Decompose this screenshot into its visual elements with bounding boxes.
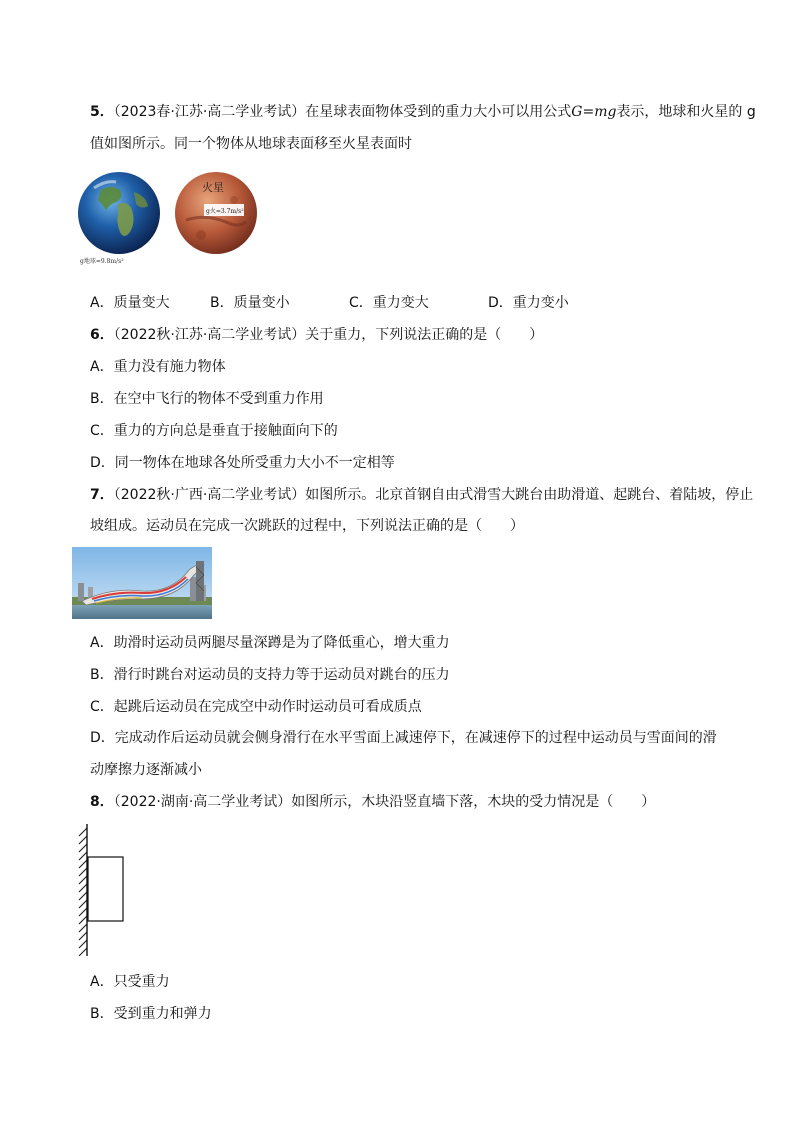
q5-option-b: B．质量变小 [210,295,290,311]
question-stem: 表示，地球和火星的 g [616,104,756,120]
q7-option-d-continued: 动摩擦力逐渐减小 [90,762,202,778]
mars-title: 火星 [202,181,224,194]
wooden-block [88,857,123,921]
formula: G=mg [571,104,617,120]
question-stem: 如图所示，木块沿竖直墙下落，木块的受力情况是（ ） [291,794,656,810]
question-5-stem-line1 [90,102,756,122]
question-source: （2023春·江苏·高二学业考试） [113,104,306,120]
q7-option-d: D．完成动作后运动员就会侧身滑行在水平雪面上减速停下，在减速停下的过程中运动员与雪面间的滑 [90,730,717,746]
earth-mars-illustration [76,170,266,270]
question-source: （2022秋·广西·高二学业考试） [113,487,306,503]
earth-icon [78,172,160,254]
question-stem: 在星球表面物体受到的重力大小可以用公式 [305,104,572,120]
question-number: 7． [90,487,114,503]
q7-option-c: C．起跳后运动员在完成空中动作时运动员可看成质点 [90,699,422,715]
ski-jump-photo [72,547,212,619]
question-number: 5． [90,104,114,120]
question-stem: 如图所示。北京首钢自由式滑雪大跳台由助滑道、起跳台、着陆坡，停止 [305,487,754,503]
q6-option-b: B．在空中飞行的物体不受到重力作用 [90,391,324,407]
earth-mars-figure [76,170,266,270]
question-6-stem [90,325,543,345]
q8-option-a: A．只受重力 [90,974,170,990]
q5-option-a: A．质量变大 [90,295,170,311]
q6-option-a: A．重力没有施力物体 [90,359,226,375]
question-stem: 关于重力，下列说法正确的是（ ） [305,327,544,343]
question-number: 6． [90,327,114,343]
q7-option-a: A．助滑时运动员两腿尽量深蹲是为了降低重心，增大重力 [90,635,450,651]
q6-option-c: C．重力的方向总是垂直于接触面向下的 [90,423,338,439]
q5-option-c: C．重力变大 [349,295,429,311]
q8-option-b: B．受到重力和弹力 [90,1006,212,1022]
question-number: 8． [90,794,114,810]
question-7-stem-line1 [90,485,753,505]
question-5-stem-line2: 值如图所示。同一个物体从地球表面移至火星表面时 [90,136,412,152]
question-source: （2022·湖南·高二学业考试） [113,794,292,810]
q5-option-d: D．重力变小 [488,295,569,311]
question-7-stem-line2: 坡组成。运动员在完成一次跳跃的过程中，下列说法正确的是（ ） [90,518,524,534]
question-8-stem [90,792,655,812]
wall-diagram [70,824,130,956]
q6-option-d: D．同一物体在地球各处所受重力大小不一定相等 [90,455,395,471]
block-on-wall-figure [70,824,130,956]
ski-jump-illustration [72,547,212,619]
q7-option-b: B．滑行时跳台对运动员的支持力等于运动员对跳台的压力 [90,667,450,683]
earth-g-label: g地球=9.8m/s² [80,258,124,265]
question-source: （2022秋·江苏·高二学业考试） [113,327,306,343]
mars-g-label: g火=3.7m/s² [206,208,244,215]
